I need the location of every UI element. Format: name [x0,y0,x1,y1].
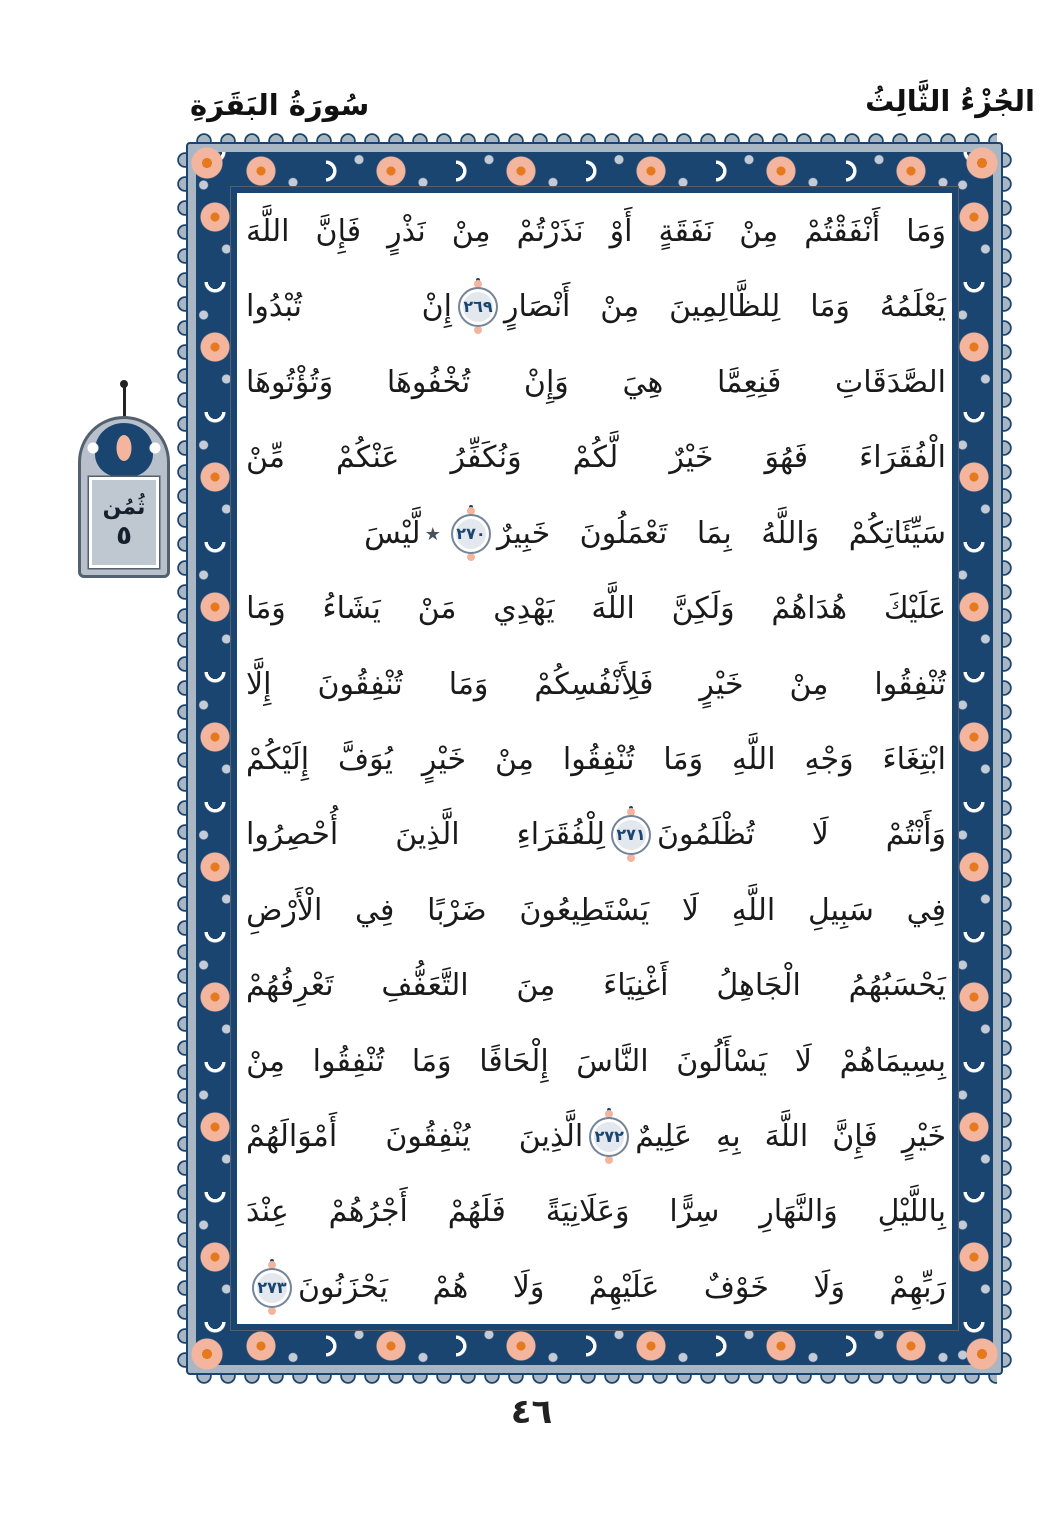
verse-word: وَنُكَفِّرُ [450,440,522,476]
arabesque-band-top [196,152,993,190]
verse-word: أَغْنِيَاءَ [603,968,669,1004]
corner-flower-icon [190,1337,224,1371]
arabesque-band-right [955,152,993,1365]
verse-text [246,422,946,494]
verse-text [246,1026,946,1098]
verse-word: عَلَيْهِمْ [588,1269,660,1305]
margin-thumn-marker [76,386,172,578]
verse-word: وَلَا [813,1269,845,1305]
quran-line-8 [246,724,946,796]
ayah-end-marker: ٢٧٢ [589,1117,629,1157]
verse-word: عَلَيْكَ [883,591,946,627]
verse-word: النَّاسَ [576,1043,649,1079]
verse-word: أَمْوَالَهُمْ [246,1119,338,1155]
hizb-star-icon: ٭ [424,515,441,551]
verse-word: خَيْرٌ [669,440,714,476]
verse-text [246,724,946,796]
quran-line-9 [246,799,946,871]
page-number: ٤٦ [510,1392,553,1432]
quran-line-15 [246,1252,946,1324]
verse-word: خَيْرٍ [421,741,467,777]
verse-word: أُحْصِرُوا [245,817,339,853]
verse-word: لِلظَّالِمِينَ [669,289,781,325]
verse-word: اللَّهِ [731,892,776,928]
verse-word: مِنْ [246,1043,285,1079]
verse-word: يَحْزَنُونَ [298,1269,389,1305]
verse-text [504,271,946,343]
verse-word: وَمَا [411,1043,452,1079]
verse-word: هُمْ [432,1269,469,1305]
verse-word: إِلْحَافًا [479,1043,549,1079]
corner-flower-icon [965,1337,999,1371]
verse-word: لَا [794,1043,812,1079]
verse-word: مِّنْ [246,440,285,476]
verse-word: إِلَيْكُمْ [246,741,310,777]
verse-text [497,498,946,570]
quran-line-11 [246,950,946,1022]
verse-word: بِاللَّيْلِ [877,1194,946,1230]
verse-word: تُنْفِقُوا [874,666,946,702]
verse-word: سَبِيلِ [807,892,874,928]
verse-word: عَنْكُمْ [335,440,400,476]
verse-word: بِسِيمَاهُمْ [839,1043,946,1079]
corner-flower-icon [965,146,999,180]
verse-word: أَنْفَقْتُمْ [804,214,881,249]
quran-line-12 [246,1026,946,1098]
ayah-end-marker: ٢٧٣ [252,1268,292,1308]
verse-word: وَمَا [448,666,489,702]
verse-text [246,799,605,871]
verse-word: عَلِيمٌ [635,1119,693,1155]
verse-text [246,271,452,343]
verse-word: بِهِ [716,1119,741,1155]
verse-word: ابْتِغَاءَ [882,741,946,777]
verse-word: بِمَا [696,515,732,551]
verse-text [246,649,946,721]
quran-line-1 [246,196,946,268]
verse-word: أَنْصَارٍ [504,289,571,325]
quran-line-13 [246,1101,946,1173]
verse-word: وَلَكِنَّ [671,591,735,627]
thumn-number: ٥ [116,520,132,551]
verse-word: إِلَّا [246,666,272,702]
quran-line-4 [246,422,946,494]
arabesque-band-bottom [196,1327,993,1365]
verse-word: مِنْ [451,214,491,249]
verse-word: لَّيْسَ [364,515,421,551]
quran-text-block [246,196,946,1324]
verse-word: خَوْفٌ [703,1269,769,1305]
verse-text [246,950,946,1022]
thumn-label: ثُمُن [102,495,146,521]
verse-word: خَيْرٍ [901,1119,946,1155]
verse-word: تُخْفُوهَا [386,364,471,400]
verse-word: وَتُؤْتُوهَا [246,364,334,400]
verse-word: خَيْرٍ [699,666,744,702]
verse-word: نَذَرْتُمْ [516,214,584,249]
verse-word: فِي [355,892,395,928]
verse-word: هِيَ [622,364,664,400]
ayah-end-marker: ٢٧١ [611,815,651,855]
verse-word: الْأَرْضِ [246,892,323,928]
verse-word: هُدَاهُمْ [771,591,848,627]
verse-word: يَسْأَلُونَ [676,1043,768,1079]
ayah-end-marker: ٢٧٠ [451,514,491,554]
verse-word: يَحْسَبُهُمُ [848,968,946,1004]
verse-text [246,347,946,419]
verse-word: وَجْهِ [804,741,854,777]
quran-line-14 [246,1176,946,1248]
thumn-dome-ornament [78,416,170,578]
verse-word: تُبْدُوا [246,289,302,325]
verse-word: مَنْ [417,591,457,627]
quran-line-6 [246,573,946,645]
verse-word: وَمَا [246,591,286,627]
verse-word: الصَّدَقَاتِ [835,364,946,400]
verse-word: اللَّهَ [764,1119,809,1155]
verse-word: لَا [681,892,700,928]
verse-word: لَّكُمْ [572,440,619,476]
verse-word: فِي [906,892,946,928]
verse-word: مِنَ [516,968,556,1004]
verse-word: تُنْفِقُونَ [317,666,403,702]
verse-word: تُنْفِقُوا [312,1043,385,1079]
verse-word: تَعْرِفُهُمْ [246,968,334,1004]
verse-word: سِرًّا [669,1194,720,1230]
verse-word: عِنْدَ [246,1194,289,1230]
verse-word: الْفُقَرَاءَ [859,440,946,476]
verse-text [635,1101,946,1173]
verse-word: وَلَا [512,1269,545,1305]
verse-word: الْجَاهِلُ [716,968,801,1004]
verse-text [246,1176,946,1248]
quran-line-3 [246,347,946,419]
ayah-end-marker: ٢٦٩ [458,287,498,327]
juz-title: الجُزْءُ الثَّالِثُ [865,84,1035,118]
verse-word: رَبِّهِمْ [889,1269,946,1305]
verse-word: يَشَاءُ [322,591,381,627]
verse-word: اللَّهِ [732,741,776,777]
thumn-stem-line [123,386,126,416]
verse-word: يَسْتَطِيعُونَ [519,892,650,928]
arabesque-band-left [196,152,234,1365]
quran-line-2 [246,271,946,343]
verse-word: مِنْ [600,289,640,325]
verse-word: وَالنَّهَارِ [759,1194,838,1230]
verse-word: لِلْفُقَرَاءِ [516,817,606,853]
quran-line-5 [246,498,946,570]
verse-word: وَمَا [810,289,850,325]
verse-word: ضَرْبًا [427,892,487,928]
verse-text [246,875,946,947]
verse-word: فَهُوَ [764,440,809,476]
verse-word: تَعْمَلُونَ [579,515,668,551]
quran-line-7 [246,649,946,721]
verse-word: مِنْ [495,741,534,777]
verse-word: أَوْ [609,214,633,249]
verse-word: يُنْفِقُونَ [385,1119,471,1155]
quran-line-10 [246,875,946,947]
verse-word: نَفَقَةٍ [658,214,714,249]
verse-word: مِنْ [789,666,829,702]
verse-word: يَعْلَمُهُ [879,289,946,325]
verse-word: لَا [811,817,829,853]
verse-word: يَهْدِي [493,591,555,627]
thumn-arch-icon [95,423,153,477]
verse-word: وَأَنْتُمْ [885,817,946,853]
verse-word: خَبِيرٌ [496,515,551,551]
verse-word: أَجْرُهُمْ [328,1194,408,1230]
verse-word: اللَّهَ [246,214,290,249]
verse-word: وَمَا [906,214,946,249]
verse-word: فَلَهُمْ [447,1194,506,1230]
verse-word: التَّعَفُّفِ [381,968,469,1004]
surah-title: سُورَةُ البَقَرَةِ [190,88,370,122]
verse-text [246,196,946,268]
verse-word: إِنْ [421,289,453,325]
verse-text [246,498,421,570]
verse-word: يُوَفَّ [338,741,393,777]
verse-text [246,1101,583,1173]
verse-text [657,799,946,871]
verse-word: الَّذِينَ [395,817,460,853]
verse-word: تُنْفِقُوا [562,741,635,777]
verse-word: تُظْلَمُونَ [657,817,755,853]
verse-word: وَعَلَانِيَةً [545,1194,630,1230]
corner-flower-icon [190,146,224,180]
verse-word: وَاللَّهُ [761,515,820,551]
verse-text [246,573,946,645]
verse-word: فَنِعِمَّا [716,364,782,400]
verse-word: وَمَا [663,741,704,777]
verse-word: نَذْرٍ [387,214,426,249]
verse-text [298,1252,946,1324]
verse-word: مِنْ [739,214,779,249]
verse-word: فَإِنَّ [315,214,362,249]
verse-word: اللَّهَ [591,591,635,627]
thumn-panel [89,477,159,568]
verse-word: فَإِنَّ [832,1119,878,1155]
verse-word: سَيِّئَاتِكُمْ [848,515,946,551]
verse-word: وَإِنْ [523,364,569,400]
verse-word: الَّذِينَ [518,1119,584,1155]
verse-word: فَلِأَنْفُسِكُمْ [534,666,654,702]
